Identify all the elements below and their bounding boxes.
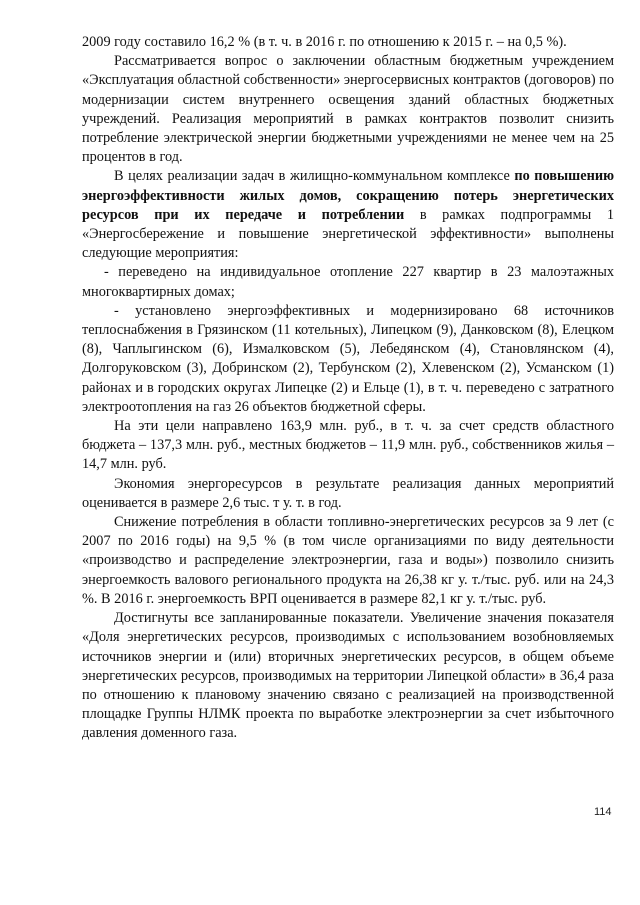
document-body <box>82 33 614 744</box>
paragraph-7: Экономия энергоресурсов в результате реализация данных мероприятий оценивается в размере 2,6 тыс. т у. т. в год. <box>82 475 614 511</box>
paragraph-3 <box>82 167 614 263</box>
paragraph-3-lead: В целях реализации задач в жилищно-коммунальном комплексе <box>114 168 510 185</box>
paragraph-8: Снижение потребления в области топливно-энергетических ресурсов за 9 лет (с 2007 по 2016 годы) на 9,5 % (в том числе организациями по виду деятельности «производство и распределение электроэнергии, газа и воды») позволило снизить энергоемкость валового регионального продукта на 26,38 кг у. т./тыс. руб. или на 24,3 %. В 2016 г. энергоемкость ВРП оценивается в размере 82,1 кг у. т./тыс. руб. <box>82 514 614 607</box>
page-number: 114 <box>594 806 612 818</box>
bullet-item-1: - переведено на индивидуальное отопление 227 квартир в 23 малоэтажных многоквартирных домах; <box>82 264 614 300</box>
paragraph-6: На эти цели направлено 163,9 млн. руб., в т. ч. за счет средств областного бюджета – 137,3 млн. руб., местных бюджетов – 11,9 млн. руб., собственников жилья – 14,7 млн. руб. <box>82 418 614 473</box>
paragraph-3-bold: по повышению энергоэффективности жилых домов, сокращению потерь энергетических ресурсов при их передаче и потреблении <box>82 168 614 223</box>
paragraph-2: Рассматривается вопрос о заключении областным бюджетным учреждением «Эксплуатация областной собственности» энергосервисных контрактов (договоров) по модернизации систем внутреннего освещения зданий областных бюджетных учреждений. Реализация мероприятий в рамках контрактов позволит снизить потребление электрической энергии бюджетными учреждениями не менее чем на 25 процентов в год. <box>82 53 614 166</box>
paragraph-1: 2009 году составило 16,2 % (в т. ч. в 2016 г. по отношению к 2015 г. – на 0,5 %). <box>82 34 567 50</box>
paragraph-3-tail: в рамках подпрограммы 1 «Энергосбережение и повышение энергетической эффективности» выполнены следующие мероприятия: <box>82 206 614 262</box>
bullet-item-2: - установлено энергоэффективных и модернизировано 68 источников теплоснабжения в Грязинском (11 котельных), Липецком (9), Данковском (8), Елецком (8), Чаплыгинском (6), Измалковском (5), Лебедянском (4), Становлянском (4), Долгоруковском (3), Добринском (2), Тербунском (2), Хлевенском (2), Усманском (1) районах и в городских округах Липецке (2) и Ельце (1), в т. ч. переведено с затратного электроотопления на газ 26 объектов бюджетной сферы. <box>82 302 614 415</box>
paragraph-9: Достигнуты все запланированные показатели. Увеличение значения показателя «Доля энергетических ресурсов, производимых с использованием возобновляемых источников энергии и (или) вторичных энергетических ресурсов, в общем объеме энергетических ресурсов, производимых на территории Липецкой области» в 36,4 раза по отношению к плановому значению связано с реализацией на производственной площадке Группы НЛМК проекта по выработке электроэнергии за счет избыточного давления доменного газа. <box>82 610 614 742</box>
